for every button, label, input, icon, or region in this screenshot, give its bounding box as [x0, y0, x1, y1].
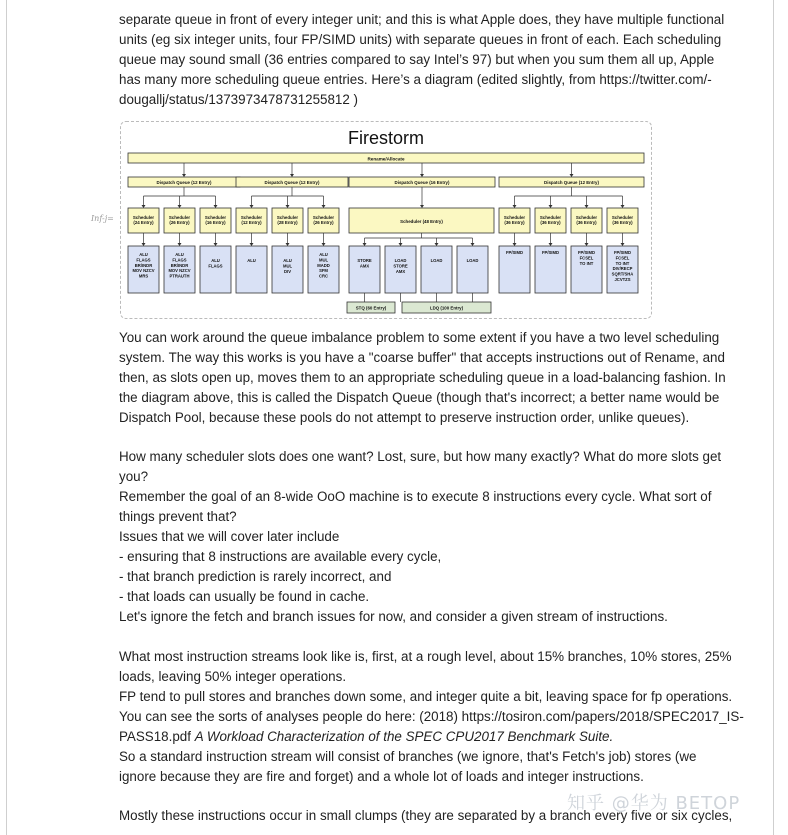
arrow-head [250, 205, 254, 208]
arrow-head [290, 174, 294, 177]
arrow-head [513, 243, 517, 246]
scheduler-label: Scheduler (26 Entry) [312, 215, 335, 226]
scheduler-label: Scheduler (36 Entry) [611, 215, 634, 226]
scheduler-label: Scheduler (36 Entry) [539, 215, 562, 226]
text-line [119, 727, 719, 747]
dispatch-queue-label: Dispatch Queue (12 Entry) [544, 180, 599, 185]
firestorm-diagram [120, 121, 652, 319]
arrow-head [250, 243, 254, 246]
scheduler-label: Scheduler (36 Entry) [575, 215, 598, 226]
arrow-head [420, 174, 424, 177]
arrow-head [420, 205, 424, 208]
execution-unit-label: FP/SIMD FCSEL TO INT [578, 250, 595, 266]
text-line: You can see the sorts of analyses people do here: (2018) https://tosiron.com/papers/2018/SPEC2017_IS- [119, 709, 744, 724]
text-line: Dispatch Pool, because these pools do not attempt to preserve instruction order, unlike queues). [119, 410, 690, 425]
dispatch-queue-label: Dispatch Queue (12 Entry) [264, 180, 320, 185]
text-line: How many scheduler slots does one want? Lost, sure, but how many exactly? What do more slots get [119, 449, 722, 464]
ldq-label: LDQ (100 Entry) [429, 305, 464, 311]
diagram-title: Firestorm [348, 128, 424, 148]
pdf-filename: PASS18.pdf [119, 729, 195, 744]
execution-unit-label: ALU MUL MADD SFM CRC [317, 252, 330, 279]
text-line: loads, leaving 50% integer operations. [119, 669, 347, 684]
scheduler-label: Scheduler (24 Entry) [132, 215, 155, 226]
arrow-head [621, 205, 625, 208]
text-line: Let's ignore the fetch and branch issues for now, and consider a given stream of instructions. [119, 609, 668, 624]
execution-unit-label: FP/SIMD [542, 250, 559, 255]
arrow-head [363, 243, 367, 246]
text-line: then, as slots open up, moves them to an appropriate scheduling queue in a load-balancing fashion. In [119, 370, 726, 385]
text-line: Mostly these instructions occur in small clumps (they are separated by a branch every five or six cycles, [119, 808, 733, 823]
arrow-head [178, 205, 182, 208]
paragraph-3 [119, 447, 722, 627]
execution-unit-label: STORE AMX [357, 258, 372, 269]
stq-label: STQ (60 Entry) [355, 305, 387, 311]
arrow-head [585, 243, 589, 246]
text-line: separate queue in front of every integer unit; and this is what Apple does, they have multiple functional [119, 12, 725, 27]
scheduler-label: Scheduler (16 Entry) [204, 215, 227, 226]
page-right-edge [773, 0, 774, 835]
text-line: - that branch prediction is rarely incorrect, and [119, 569, 392, 584]
arrow-head [322, 243, 326, 246]
text-line: things prevent that? [119, 509, 237, 524]
scheduler-label: Scheduler (36 Entry) [503, 215, 526, 226]
scheduler-label: Scheduler (26 Entry) [168, 215, 191, 226]
paragraph-2 [119, 328, 726, 428]
arrow-head [214, 243, 218, 246]
text-line: the diagram above, this is called the Dispatch Queue (though that's incorrect; a better name would be [119, 390, 720, 405]
text-line: ignore because they are fire and forget) and a whole lot of loads and integer instructions. [119, 769, 644, 784]
arrow-head [585, 205, 589, 208]
text-line: dougallj/status/1373973478731255812 ) [119, 92, 359, 107]
execution-unit-box [457, 246, 488, 293]
execution-unit-label: LOAD STORE AMX [393, 258, 408, 274]
arrow-head [513, 205, 517, 208]
execution-unit-label: ALU [247, 258, 256, 263]
scheduler-label: Scheduler (28 Entry) [276, 215, 299, 226]
rename-label: Rename/Allocate [367, 156, 405, 162]
arrow-head [286, 243, 290, 246]
arrow-head [435, 243, 439, 246]
text-line: you? [119, 469, 149, 484]
text-line: So a standard instruction stream will consist of branches (we ignore, that's Fetch's job) stores (we [119, 749, 697, 764]
text-line: units (eg six integer units, four FP/SIMD units) with separate queues in front of each. Each scheduling [119, 32, 722, 47]
execution-unit-box [349, 246, 380, 293]
text-line: - ensuring that 8 instructions are available every cycle, [119, 549, 442, 564]
paper-title: A Workload Characterization of the SPEC CPU2017 Benchmark Suite. [194, 729, 614, 744]
arrow-head [322, 205, 326, 208]
arrow-head [471, 243, 475, 246]
arrow-head [182, 174, 186, 177]
execution-unit-label: ALU MUL DIV [282, 258, 293, 274]
execution-unit-label: FP/SIMD FCSEL TO INT DIV/RECP SQRT/SHA JCVTZS [611, 250, 634, 282]
dispatch-queue-label: Dispatch Queue (12 Entry) [156, 180, 212, 185]
text-line: Remember the goal of an 8-wide OoO machine is to execute 8 instructions every cycle. What sort of [119, 489, 712, 504]
text-line: system. The way this works is you have a "coarse buffer" that accepts instructions out of Rename, and [119, 350, 725, 365]
text-line: FP tend to pull stores and branches down some, and integer quite a bit, leaving space for fp operations. [119, 689, 733, 704]
arrow-head [570, 174, 574, 177]
arrow-head [549, 205, 553, 208]
scheduler-label: Scheduler (48 Entry) [400, 219, 443, 224]
text-line: What most instruction streams look like is, first, at a rough level, about 15% branches, 10% stores, 25% [119, 649, 732, 664]
execution-unit-box [236, 246, 267, 293]
text-line: - that loads can usually be found in cache. [119, 589, 370, 604]
text-line: has many more scheduling queue entries. Here’s a diagram (edited slightly, from https://twitter.com/- [119, 72, 712, 87]
execution-unit-box [200, 246, 231, 293]
arrow-head [621, 243, 625, 246]
arrow-head [142, 243, 146, 246]
text-line: You can work around the queue imbalance problem to some extent if you have a two level scheduling [119, 330, 720, 345]
arrow-head [286, 205, 290, 208]
execution-unit-label: ALU FLAGS BR/INDR MOV NZCV MRS [132, 252, 155, 279]
execution-unit-label: LOAD [466, 258, 479, 263]
scheduler-label: Scheduler (12 Entry) [240, 215, 263, 226]
paragraph-4 [119, 647, 744, 787]
execution-unit-label: ALU FLAGS [208, 258, 223, 269]
arrow-head [178, 243, 182, 246]
arrow-head [549, 243, 553, 246]
execution-unit-label: LOAD [430, 258, 443, 263]
paragraph-top [119, 10, 725, 110]
execution-unit-label: ALU FLAGS BR/INDR MOV NZCV PTRAUTH [168, 252, 191, 279]
arrow-head [142, 205, 146, 208]
arrow-head [214, 205, 218, 208]
text-line: Issues that we will cover later include [119, 529, 340, 544]
watermark: 知乎 @华为 BETOP [567, 793, 741, 814]
execution-unit-box [421, 246, 452, 293]
diagram-svg [121, 122, 651, 318]
execution-unit-label: FP/SIMD [506, 250, 523, 255]
arrow-head [399, 243, 403, 246]
margin-note: Inf-j= [91, 214, 114, 223]
dispatch-queue-label: Dispatch Queue (16 Entry) [394, 180, 450, 185]
text-line: queue may sound small (36 entries compared to say Intel’s 97) but when you sum them all up, Apple [119, 52, 715, 67]
page-left-edge [6, 0, 7, 835]
